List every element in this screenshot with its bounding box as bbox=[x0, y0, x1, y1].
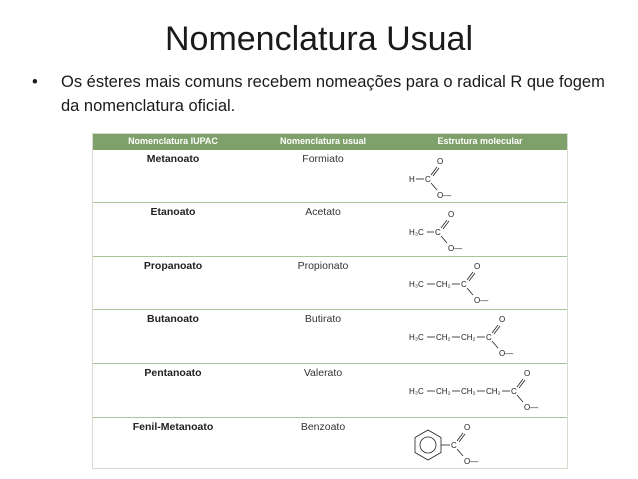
iupac-name: Metanoato bbox=[146, 153, 200, 165]
atom-label: H₃C bbox=[409, 333, 424, 342]
atom-label: O bbox=[524, 369, 531, 378]
structure-valerate bbox=[393, 364, 567, 417]
bullet-dot-icon: • bbox=[32, 73, 38, 91]
structure-formate bbox=[393, 150, 567, 202]
usual-name: Acetato bbox=[305, 206, 341, 218]
iupac-name: Fenil-Metanoato bbox=[132, 421, 214, 433]
atom-label: C bbox=[435, 228, 441, 237]
structure-butyrate bbox=[393, 310, 567, 363]
table-row bbox=[93, 203, 567, 257]
usual-name: Formiato bbox=[302, 153, 344, 165]
table-row bbox=[93, 150, 567, 203]
atom-label: C bbox=[511, 387, 517, 396]
slide-title: Nomenclatura Usual bbox=[164, 20, 474, 58]
bullet-text: Os ésteres mais comuns recebem nomeações para o radical R que fogem da nomenclatura oficial. bbox=[61, 73, 605, 115]
usual-name: Butirato bbox=[304, 313, 342, 325]
atom-label: CH₂ bbox=[461, 333, 476, 342]
table-row bbox=[93, 257, 567, 310]
aromatic-circle-icon bbox=[420, 437, 436, 453]
atom-label: O bbox=[499, 315, 506, 324]
structure-acetate bbox=[393, 203, 567, 256]
atom-label: C bbox=[451, 441, 457, 450]
atom-label: H₃C bbox=[409, 228, 424, 237]
usual-name: Valerato bbox=[303, 367, 343, 379]
atom-label: O— bbox=[437, 191, 452, 200]
atom-label: C bbox=[486, 333, 492, 342]
atom-label: O— bbox=[499, 349, 514, 358]
atom-label: O— bbox=[474, 296, 489, 305]
atom-label: CH₂ bbox=[436, 280, 451, 289]
atom-label: CH₂ bbox=[436, 333, 451, 342]
structure-benzoate bbox=[393, 418, 567, 468]
atom-label: C bbox=[461, 280, 467, 289]
atom-label: O— bbox=[448, 244, 463, 253]
atom-label: CH₂ bbox=[461, 387, 476, 396]
structure-propionate bbox=[393, 257, 567, 309]
atom-label: C bbox=[425, 175, 431, 184]
atom-label: O bbox=[474, 262, 481, 271]
usual-name: Benzoato bbox=[300, 421, 346, 433]
atom-label: CH₂ bbox=[436, 387, 451, 396]
atom-label: CH₂ bbox=[486, 387, 501, 396]
table-row bbox=[93, 418, 567, 468]
iupac-name: Butanoato bbox=[147, 313, 199, 325]
header-iupac: Nomenclatura IUPAC bbox=[128, 136, 218, 146]
usual-name: Propionato bbox=[297, 260, 349, 272]
ester-table bbox=[92, 133, 568, 469]
benzene-ring-icon bbox=[415, 430, 441, 460]
table-row bbox=[93, 364, 567, 418]
atom-label: H bbox=[409, 175, 415, 184]
atom-label: O bbox=[464, 423, 471, 432]
iupac-name: Pentanoato bbox=[144, 367, 202, 379]
iupac-name: Etanoato bbox=[150, 206, 196, 218]
atom-label: O bbox=[448, 210, 455, 219]
atom-label: H₃C bbox=[409, 280, 424, 289]
atom-label: O bbox=[437, 157, 444, 166]
table-row bbox=[93, 310, 567, 364]
iupac-name: Propanoato bbox=[143, 260, 203, 272]
bullet-point bbox=[28, 70, 618, 118]
header-usual: Nomenclatura usual bbox=[279, 136, 367, 146]
atom-label: O— bbox=[524, 403, 539, 412]
table-header bbox=[93, 134, 567, 150]
atom-label: H₃C bbox=[409, 387, 424, 396]
atom-label: O— bbox=[464, 457, 479, 466]
header-structure: Estrutura molecular bbox=[437, 136, 523, 146]
